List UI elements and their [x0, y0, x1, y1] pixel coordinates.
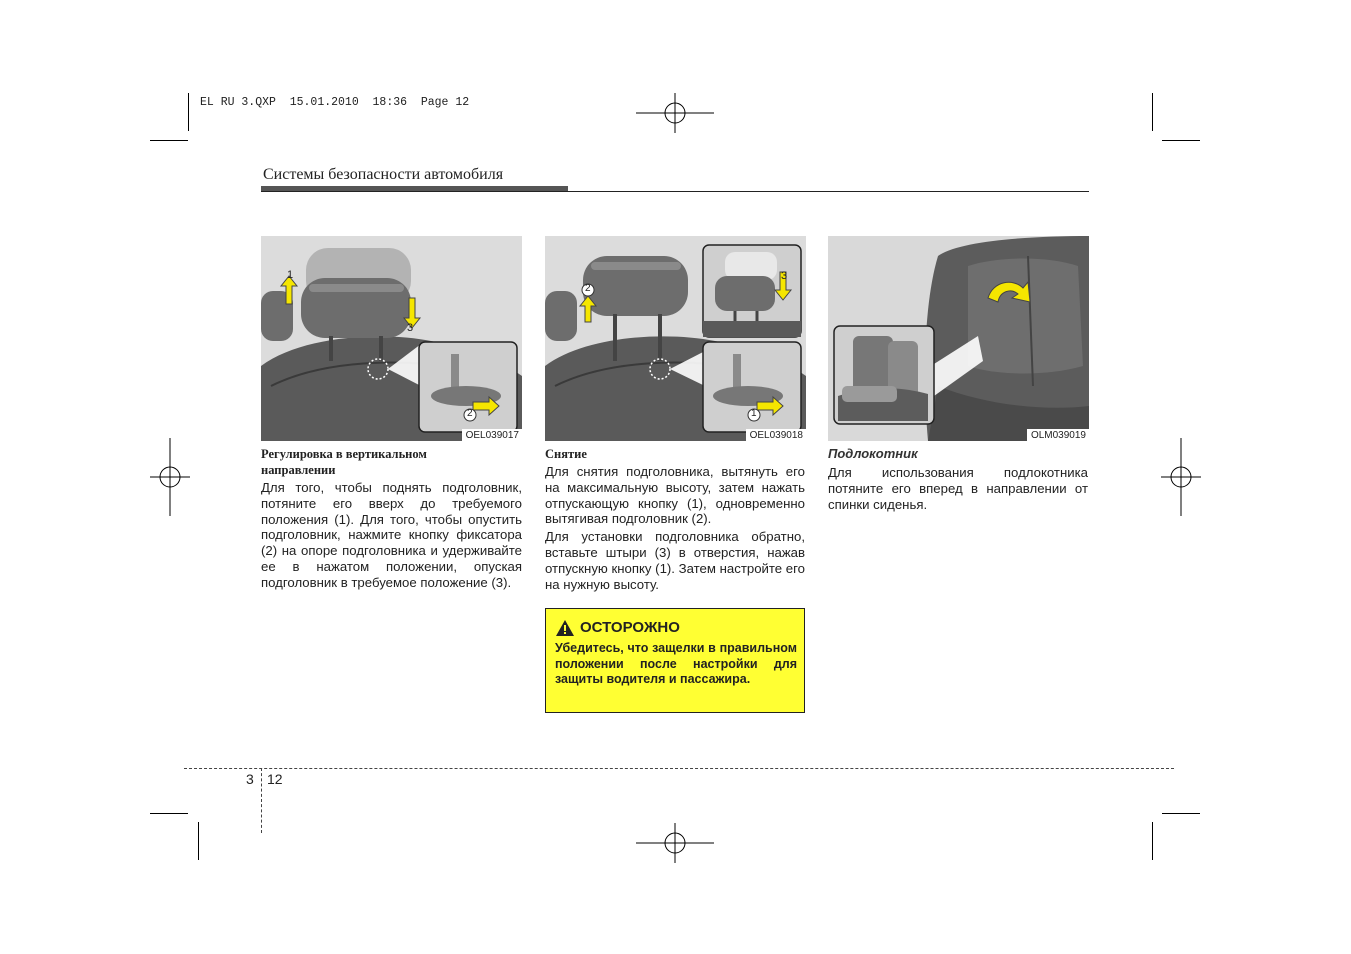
registration-mark-icon	[150, 438, 190, 516]
print-slug: EL RU 3.QXP 15.01.2010 18:36 Page 12	[200, 96, 470, 109]
section-text-removal	[545, 464, 805, 594]
callout-3: 3	[781, 270, 788, 282]
footer-divider	[261, 768, 262, 833]
warning-title	[556, 619, 680, 636]
page-title: Системы безопасности автомобиля	[263, 166, 504, 183]
warning-text: Убедитесь, что защелки в правильном положении после настройки для защиты водителя и пассажира.	[555, 641, 797, 686]
armrest-illustration	[828, 236, 1089, 441]
figure-code: OEL039017	[462, 429, 522, 441]
crop-mark	[150, 140, 188, 141]
figure-armrest	[828, 236, 1089, 441]
crop-mark	[1152, 93, 1153, 131]
registration-mark-icon	[1161, 438, 1201, 516]
crop-mark	[198, 822, 199, 860]
warning-title-text: ОСТОРОЖНО	[580, 619, 680, 636]
section-heading-removal: Снятие	[545, 447, 587, 461]
crop-mark	[1162, 140, 1200, 141]
paragraph: Для установки подголовника обратно, вставьте штыри (3) в отверстия, нажав отпускную кнопку (1). Затем настройте его на нужную высоту.	[545, 529, 805, 592]
crop-mark	[1152, 822, 1153, 860]
registration-mark-icon	[636, 93, 714, 133]
figure-headrest-removal	[545, 236, 806, 441]
paragraph: Для снятия подголовника, вытянуть его на максимальную высоту, затем нажать отпускающую кнопку (1), одновременно вытягивая подголовник (2).	[545, 464, 805, 527]
header-rule	[261, 191, 1089, 192]
page-number: 12	[267, 771, 283, 787]
figure-headrest-adjust	[261, 236, 522, 441]
headrest-adjust-illustration	[261, 236, 522, 441]
crop-mark	[1162, 813, 1200, 814]
section-text-adjust: Для того, чтобы поднять подголовник, потяните его вверх до требуемого положения (1). Для того, чтобы опустить подголовник, нажмите кнопку фиксатора (2) на опоре подголовника и удерживайте ее в нажатом положении, опуская подголовник в требуемое положение (3).	[261, 480, 522, 590]
callout-1: 1	[751, 408, 757, 419]
figure-code: OLM039019	[1027, 429, 1089, 441]
callout-3: 3	[407, 322, 414, 334]
warning-box	[545, 608, 805, 713]
callout-2: 2	[467, 408, 473, 419]
callout-2: 2	[585, 283, 591, 294]
section-heading-armrest: Подлокотник	[828, 446, 918, 461]
footer-rule	[184, 768, 1174, 769]
headrest-removal-illustration	[545, 236, 806, 441]
crop-mark	[188, 93, 189, 131]
section-heading-adjust: Регулировка в вертикальном направлении	[261, 447, 427, 477]
registration-mark-icon	[636, 823, 714, 863]
section-text-armrest: Для использования подлокотника потяните его вперед в направлении от спинки сиденья.	[828, 465, 1088, 512]
callout-1: 1	[287, 269, 294, 281]
section-number: 3	[246, 771, 254, 787]
figure-code: OEL039018	[746, 429, 806, 441]
crop-mark	[150, 813, 188, 814]
warning-icon	[556, 620, 574, 636]
